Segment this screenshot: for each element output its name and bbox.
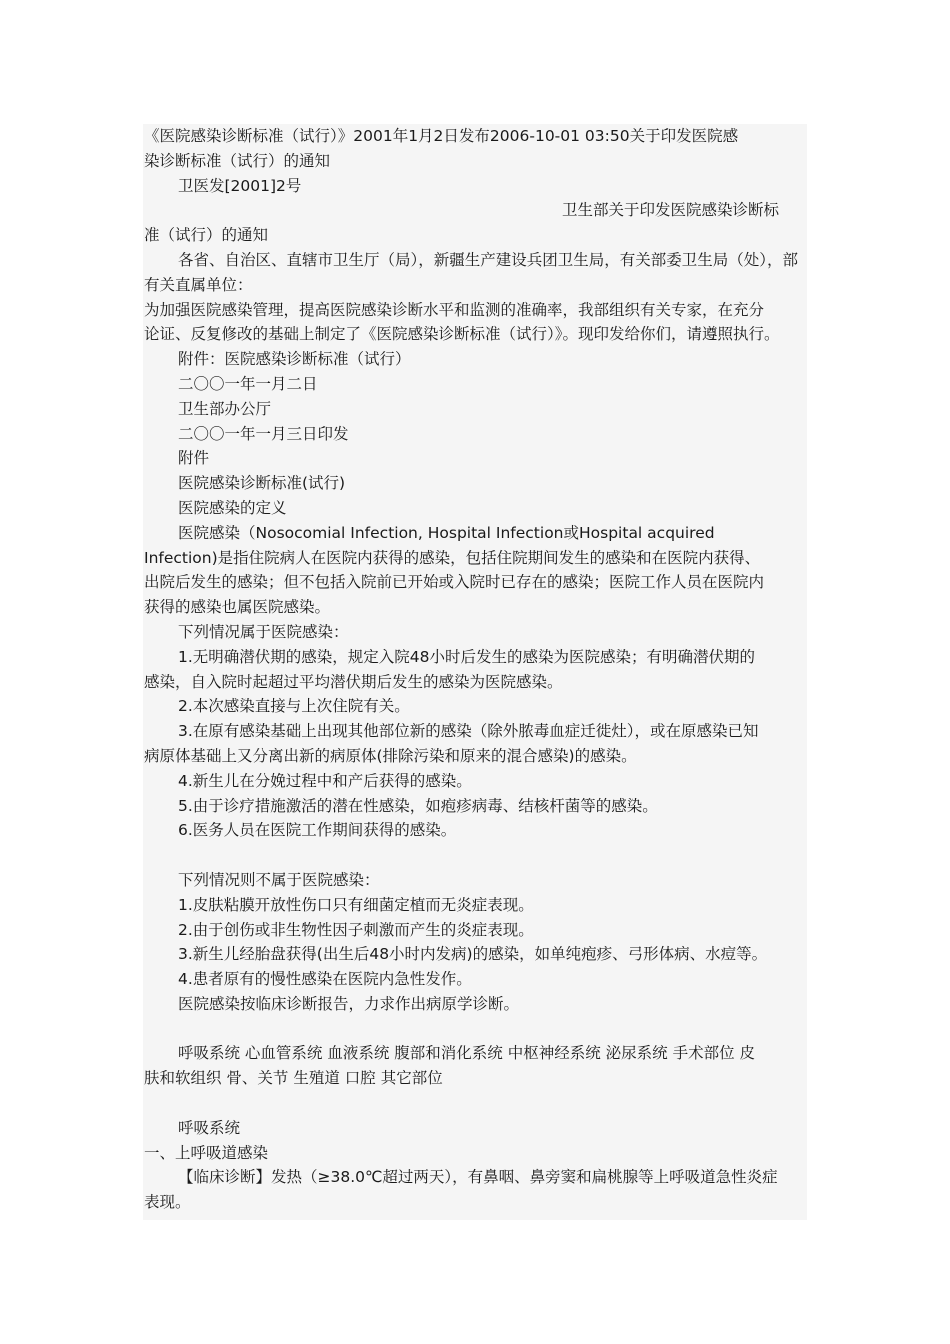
list-item: 感染，自入院时起超过平均潜伏期后发生的感染为医院感染。	[144, 672, 563, 691]
document-body	[144, 124, 808, 1215]
list-item: 3.在原有感染基础上出现其他部位新的感染（除外脓毒血症迁徙灶），或在原感染已知	[178, 722, 759, 741]
definition-line: 出院后发生的感染；但不包括入院前已开始或入院时已存在的感染；医院工作人员在医院内	[144, 573, 765, 592]
issue-date: 二〇〇一年一月二日	[178, 374, 318, 393]
attachment-label: 附件	[178, 449, 210, 468]
list-item: 病原体基础上又分离出新的病原体(排除污染和原来的混合感染)的感染。	[144, 746, 637, 765]
document-number: 卫医发[2001]2号	[178, 176, 302, 195]
body-paragraph-line: 论证、反复修改的基础上制定了《医院感染诊断标准（试行）》。现印发给你们，请遵照执行。	[144, 325, 780, 344]
attachment-note: 附件：医院感染诊断标准（试行）	[178, 350, 411, 369]
notice-heading: 准（试行）的通知	[144, 226, 269, 245]
spacer	[144, 1017, 808, 1042]
spacer	[144, 843, 808, 868]
definition-line: 获得的感染也属医院感染。	[144, 598, 331, 617]
document-title-line: 染诊断标准（试行）的通知	[144, 151, 331, 170]
body-paragraph-line: 为加强医院感染管理，提高医院感染诊断水平和监测的准确率，我部组织有关专家，在充分	[144, 300, 765, 319]
list-item: 1.无明确潜伏期的感染，规定入院48小时后发生的感染为医院感染；有明确潜伏期的	[178, 647, 756, 666]
clinical-diagnosis-line: 表现。	[144, 1193, 191, 1212]
list-item: 6.医务人员在医院工作期间获得的感染。	[178, 821, 457, 840]
list-item: 1.皮肤粘膜开放性伤口只有细菌定植而无炎症表现。	[178, 895, 534, 914]
body-paragraph-line: 医院感染按临床诊断报告，力求作出病原学诊断。	[178, 994, 520, 1013]
list-item: 3.新生儿经胎盘获得(出生后48小时内发病)的感染，如单纯疱疹、弓形体病、水痘等。	[178, 945, 768, 964]
section-heading: 呼吸系统	[178, 1118, 241, 1137]
list-heading: 下列情况属于医院感染：	[178, 622, 349, 641]
document-title-line: 《医院感染诊断标准（试行）》2001年1月2日发布2006-10-01 03:50关于印发医院感	[144, 127, 739, 145]
list-item: 5.由于诊疗措施激活的潜在性感染，如疱疹病毒、结核杆菌等的感染。	[178, 796, 658, 815]
section-heading: 医院感染的定义	[178, 498, 287, 517]
definition-line: Infection)是指住院病人在医院内获得的感染，包括住院期间发生的感染和在医院内获得、	[144, 548, 761, 567]
spacer	[144, 1091, 808, 1116]
notice-heading: 卫生部关于印发医院感染诊断标	[562, 201, 780, 220]
system-index-line: 肤和软组织 骨、关节 生殖道 口腔 其它部位	[144, 1069, 443, 1088]
issuing-office: 卫生部办公厅	[178, 399, 272, 418]
list-item: 4.新生儿在分娩过程中和产后获得的感染。	[178, 771, 472, 790]
addressee-line: 各省、自治区、直辖市卫生厅（局），新疆生产建设兵团卫生局，有关部委卫生局（处），部	[178, 250, 799, 269]
definition-line: 医院感染（Nosocomial Infection, Hospital Infection或Hospital acquired	[178, 523, 715, 542]
list-heading: 下列情况则不属于医院感染：	[178, 870, 380, 889]
subsection-heading: 一、上呼吸道感染	[144, 1143, 269, 1162]
addressee-line: 有关直属单位：	[144, 275, 253, 294]
system-index-line: 呼吸系统 心血管系统 血液系统 腹部和消化系统 中枢神经系统 泌尿系统 手术部位 皮	[178, 1044, 755, 1063]
list-item: 2.由于创伤或非生物性因子刺激而产生的炎症表现。	[178, 920, 534, 939]
print-date: 二〇〇一年一月三日印发	[178, 424, 349, 443]
clinical-diagnosis-line: 【临床诊断】发热（≥38.0℃超过两天），有鼻咽、鼻旁窦和扁桃腺等上呼吸道急性炎症	[178, 1168, 778, 1187]
list-item: 4.患者原有的慢性感染在医院内急性发作。	[178, 970, 472, 989]
list-item: 2.本次感染直接与上次住院有关。	[178, 697, 410, 716]
standard-title: 医院感染诊断标准(试行)	[178, 474, 346, 493]
